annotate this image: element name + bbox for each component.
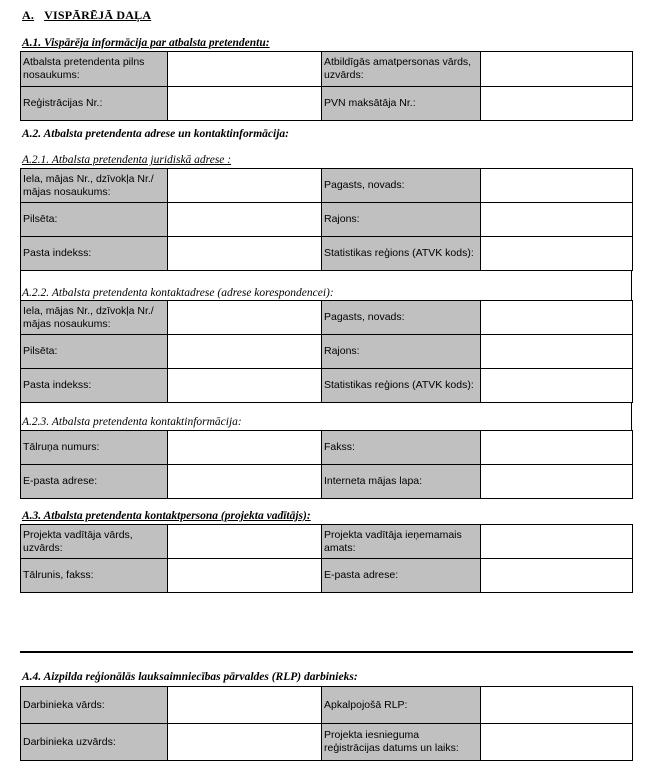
vat-number-field[interactable]: [481, 87, 633, 121]
label-cell: [21, 465, 168, 499]
section-a1-table: [20, 51, 633, 121]
label-cell: [322, 169, 481, 203]
page-title-text: VISPĀRĒJĀ DAĻA: [44, 8, 152, 22]
field-label: Iela, mājas Nr., dzīvokļa Nr./ mājas nosaukums:: [23, 172, 154, 198]
project-manager-position-field[interactable]: [481, 525, 633, 559]
legal-city-field[interactable]: [168, 203, 322, 237]
section-a4-table: [20, 686, 633, 761]
label-cell: [21, 52, 168, 87]
section-a4-heading: A.4. Aizpilda reģionālās lauksaimniecības pārvaldes (RLP) darbinieks:: [22, 671, 358, 683]
section-a21-heading: A.2.1. Atbalsta pretendenta juridiskā adrese :: [22, 154, 232, 166]
field-label: Projekta iesnieguma reģistrācijas datums un laiks:: [324, 729, 459, 754]
label-cell: [322, 237, 481, 271]
field-label: Apkalpojošā RLP:: [324, 698, 408, 711]
contact-street-field[interactable]: [168, 301, 322, 335]
field-label: Statistikas reģions (ATVK kods):: [324, 247, 474, 259]
section-a22-heading: A.2.2. Atbalsta pretendenta kontaktadrese (adrese korespondencei):: [22, 287, 334, 299]
registration-datetime-field[interactable]: [481, 724, 633, 761]
contact-city-field[interactable]: [168, 335, 322, 369]
employee-last-name-field[interactable]: [168, 724, 322, 761]
manager-email-field[interactable]: [481, 559, 633, 593]
field-label: Pilsēta:: [23, 345, 58, 357]
section-a21-table: [20, 168, 633, 271]
field-label: Iela, mājas Nr., dzīvokļa Nr./ mājas nosaukums:: [23, 304, 154, 330]
section-a3-heading: A.3. Atbalsta pretendenta kontaktpersona (projekta vadītājs):: [22, 510, 311, 522]
label-cell: [21, 724, 168, 761]
section-a23-heading: A.2.3. Atbalsta pretendenta kontaktinformācija:: [22, 416, 242, 428]
label-cell: [322, 687, 481, 724]
field-label: Pilsēta:: [23, 213, 58, 225]
phone-number-field[interactable]: [168, 431, 322, 465]
pretendent-name-field[interactable]: [168, 52, 322, 87]
contact-region-field[interactable]: [481, 369, 633, 403]
field-label: Statistikas reģions (ATVK kods):: [324, 379, 474, 391]
section-a23-table: [20, 430, 633, 499]
legal-parish-field[interactable]: [481, 169, 633, 203]
field-label: Interneta mājas lapa:: [324, 475, 423, 487]
field-label: Projekta vadītāja ieņemamais amats:: [324, 528, 462, 554]
section-a22-table: [20, 300, 633, 403]
employee-first-name-field[interactable]: [168, 687, 322, 724]
label-cell: [322, 465, 481, 499]
legal-region-field[interactable]: [481, 237, 633, 271]
label-cell: [21, 169, 168, 203]
field-label: Pagasts, novads:: [324, 179, 405, 191]
field-label: Reģistrācijas Nr.:: [23, 97, 103, 109]
field-label: Tālruņa numurs:: [23, 441, 100, 453]
label-cell: [21, 237, 168, 271]
serving-rlp-field[interactable]: [481, 687, 633, 724]
field-label: Rajons:: [324, 345, 360, 357]
field-label: Pasta indekss:: [23, 379, 92, 391]
page-title-prefix: A.: [22, 8, 35, 22]
label-cell: [21, 525, 168, 559]
project-manager-name-field[interactable]: [168, 525, 322, 559]
field-label: E-pasta adrese:: [324, 569, 399, 581]
contact-district-field[interactable]: [481, 335, 633, 369]
section-a1-heading: A.1. Vispārēja informācija par atbalsta pretendentu:: [22, 37, 270, 49]
page-title: [22, 8, 151, 23]
label-cell: [322, 87, 481, 121]
label-cell: [21, 431, 168, 465]
label-cell: [21, 87, 168, 121]
section-divider: [20, 651, 633, 653]
contact-postcode-field[interactable]: [168, 369, 322, 403]
field-label: Fakss:: [324, 441, 355, 453]
label-cell: [322, 525, 481, 559]
responsible-official-field[interactable]: [481, 52, 633, 87]
field-label: Pasta indekss:: [23, 247, 92, 259]
field-label: Pagasts, novads:: [324, 311, 405, 323]
legal-postcode-field[interactable]: [168, 237, 322, 271]
label-cell: [322, 52, 481, 87]
field-label: Rajons:: [324, 213, 360, 225]
field-label: E-pasta adrese:: [23, 475, 98, 487]
label-cell: [21, 335, 168, 369]
field-label: Tālrunis, fakss:: [23, 569, 94, 581]
email-field[interactable]: [168, 465, 322, 499]
field-label: Darbinieka uzvārds:: [23, 735, 116, 748]
label-cell: [322, 203, 481, 237]
fax-field[interactable]: [481, 431, 633, 465]
field-label: PVN maksātāja Nr.:: [324, 97, 416, 109]
label-cell: [21, 203, 168, 237]
label-cell: [322, 724, 481, 761]
field-label: Atbildīgās amatpersonas vārds, uzvārds:: [324, 56, 472, 81]
contact-parish-field[interactable]: [481, 301, 633, 335]
field-label: Projekta vadītāja vārds, uzvārds:: [23, 528, 133, 554]
section-a2-heading: A.2. Atbalsta pretendenta adrese un kontaktinformācija:: [22, 128, 289, 140]
field-label: Atbalsta pretendenta pilns nosaukums:: [23, 56, 145, 81]
label-cell: [21, 687, 168, 724]
section-a3-table: [20, 524, 633, 593]
label-cell: [322, 559, 481, 593]
label-cell: [322, 369, 481, 403]
label-cell: [322, 431, 481, 465]
label-cell: [21, 369, 168, 403]
label-cell: [21, 301, 168, 335]
registration-number-field[interactable]: [168, 87, 322, 121]
website-field[interactable]: [481, 465, 633, 499]
legal-street-field[interactable]: [168, 169, 322, 203]
label-cell: [21, 559, 168, 593]
manager-phone-fax-field[interactable]: [168, 559, 322, 593]
label-cell: [322, 335, 481, 369]
label-cell: [322, 301, 481, 335]
field-label: Darbinieka vārds:: [23, 698, 105, 711]
legal-district-field[interactable]: [481, 203, 633, 237]
